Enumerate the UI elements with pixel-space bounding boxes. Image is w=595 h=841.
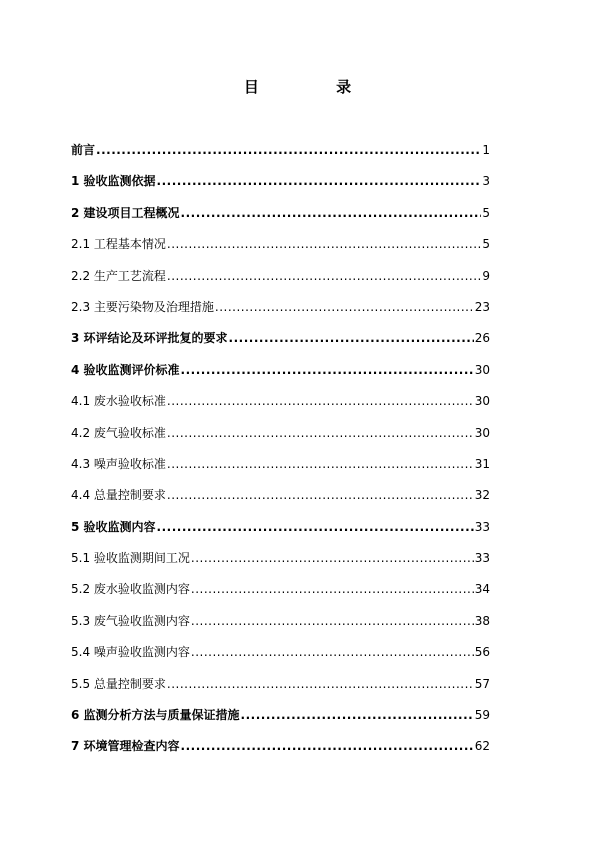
toc-dot-leader	[167, 389, 474, 413]
toc-entry[interactable]	[71, 515, 490, 546]
toc-dot-leader	[157, 515, 474, 539]
toc-dot-leader	[181, 734, 474, 758]
toc-dot-leader	[181, 201, 482, 225]
toc-entry[interactable]	[71, 452, 490, 483]
toc-dot-leader	[167, 421, 474, 445]
toc-entry-label: 6 监测分析方法与质量保证措施	[71, 708, 240, 723]
toc-entry[interactable]	[71, 483, 490, 514]
toc-entry-page: 32	[474, 488, 490, 503]
toc-entry[interactable]	[71, 169, 490, 200]
toc-entry[interactable]	[71, 138, 490, 169]
toc-entry-label: 2.1 工程基本情况	[71, 237, 166, 252]
toc-dot-leader	[191, 640, 474, 664]
toc-entry-label: 4.1 废水验收标准	[71, 394, 166, 409]
toc-entry-label: 2.2 生产工艺流程	[71, 268, 166, 283]
toc-entry-label: 4.2 废气验收标准	[71, 425, 166, 440]
toc-entry-label: 5.1 验收监测期间工况	[71, 551, 190, 566]
toc-entry[interactable]	[71, 358, 490, 389]
toc-entry-page: 1	[482, 143, 490, 157]
toc-entry[interactable]	[71, 326, 490, 357]
toc-entry-page: 33	[474, 519, 490, 534]
toc-entry-page: 56	[474, 645, 490, 660]
toc-entry-label: 3 环评结论及环评批复的要求	[71, 331, 228, 346]
toc-list	[71, 138, 490, 766]
toc-dot-leader	[191, 609, 474, 633]
toc-dot-leader	[167, 264, 481, 288]
toc-dot-leader	[167, 672, 474, 696]
toc-entry-label: 5.5 总量控制要求	[71, 676, 166, 691]
toc-entry-label: 前言	[71, 143, 96, 157]
toc-dot-leader	[167, 452, 474, 476]
toc-entry[interactable]	[71, 609, 490, 640]
toc-dot-leader	[167, 483, 474, 507]
toc-entry-page: 5	[482, 237, 490, 252]
toc-entry-page: 38	[474, 613, 490, 628]
toc-entry-page: 5	[482, 205, 490, 220]
toc-entry-label: 5.3 废气验收监测内容	[71, 613, 190, 628]
toc-entry[interactable]	[71, 201, 490, 232]
toc-entry-label: 1 验收监测依据	[71, 174, 156, 189]
toc-entry[interactable]	[71, 295, 490, 326]
toc-entry-label: 5 验收监测内容	[71, 519, 156, 534]
toc-entry[interactable]	[71, 640, 490, 671]
toc-entry-page: 57	[474, 676, 490, 691]
toc-dot-leader	[167, 232, 481, 256]
toc-dot-leader	[181, 358, 474, 382]
toc-entry-label: 2 建设项目工程概况	[71, 205, 180, 220]
toc-dot-leader	[157, 169, 482, 193]
toc-dot-leader	[191, 546, 474, 570]
toc-entry-page: 30	[474, 425, 490, 440]
toc-entry-page: 26	[474, 331, 490, 346]
toc-entry[interactable]	[71, 703, 490, 734]
toc-entry[interactable]	[71, 734, 490, 765]
toc-entry[interactable]	[71, 577, 490, 608]
toc-entry-page: 9	[482, 268, 490, 283]
toc-entry-label: 7 环境管理检查内容	[71, 739, 180, 754]
toc-entry-page: 31	[474, 456, 490, 471]
toc-entry-page: 3	[482, 174, 490, 189]
toc-dot-leader	[191, 577, 474, 601]
toc-entry-label: 5.2 废水验收监测内容	[71, 582, 190, 597]
toc-entry-page: 33	[474, 551, 490, 566]
toc-entry[interactable]	[71, 672, 490, 703]
toc-entry-page: 62	[474, 739, 490, 754]
toc-entry-page: 34	[474, 582, 490, 597]
toc-entry-page: 30	[474, 394, 490, 409]
toc-entry[interactable]	[71, 232, 490, 263]
toc-entry[interactable]	[71, 421, 490, 452]
toc-entry-page: 59	[474, 708, 490, 723]
toc-entry[interactable]	[71, 389, 490, 420]
toc-dot-leader	[229, 326, 474, 350]
toc-title: 目 录	[243, 78, 388, 96]
toc-entry-label: 4.3 噪声验收标准	[71, 456, 166, 471]
toc-entry[interactable]	[71, 546, 490, 577]
toc-entry[interactable]	[71, 264, 490, 295]
toc-dot-leader	[215, 295, 474, 319]
toc-entry-label: 4.4 总量控制要求	[71, 488, 166, 503]
toc-entry-page: 30	[474, 362, 490, 377]
toc-dot-leader	[241, 703, 474, 727]
toc-entry-label: 4 验收监测评价标准	[71, 362, 180, 377]
toc-entry-label: 2.3 主要污染物及治理措施	[71, 299, 214, 314]
toc-entry-label: 5.4 噪声验收监测内容	[71, 645, 190, 660]
toc-dot-leader	[96, 138, 481, 162]
toc-entry-page: 23	[474, 299, 490, 314]
